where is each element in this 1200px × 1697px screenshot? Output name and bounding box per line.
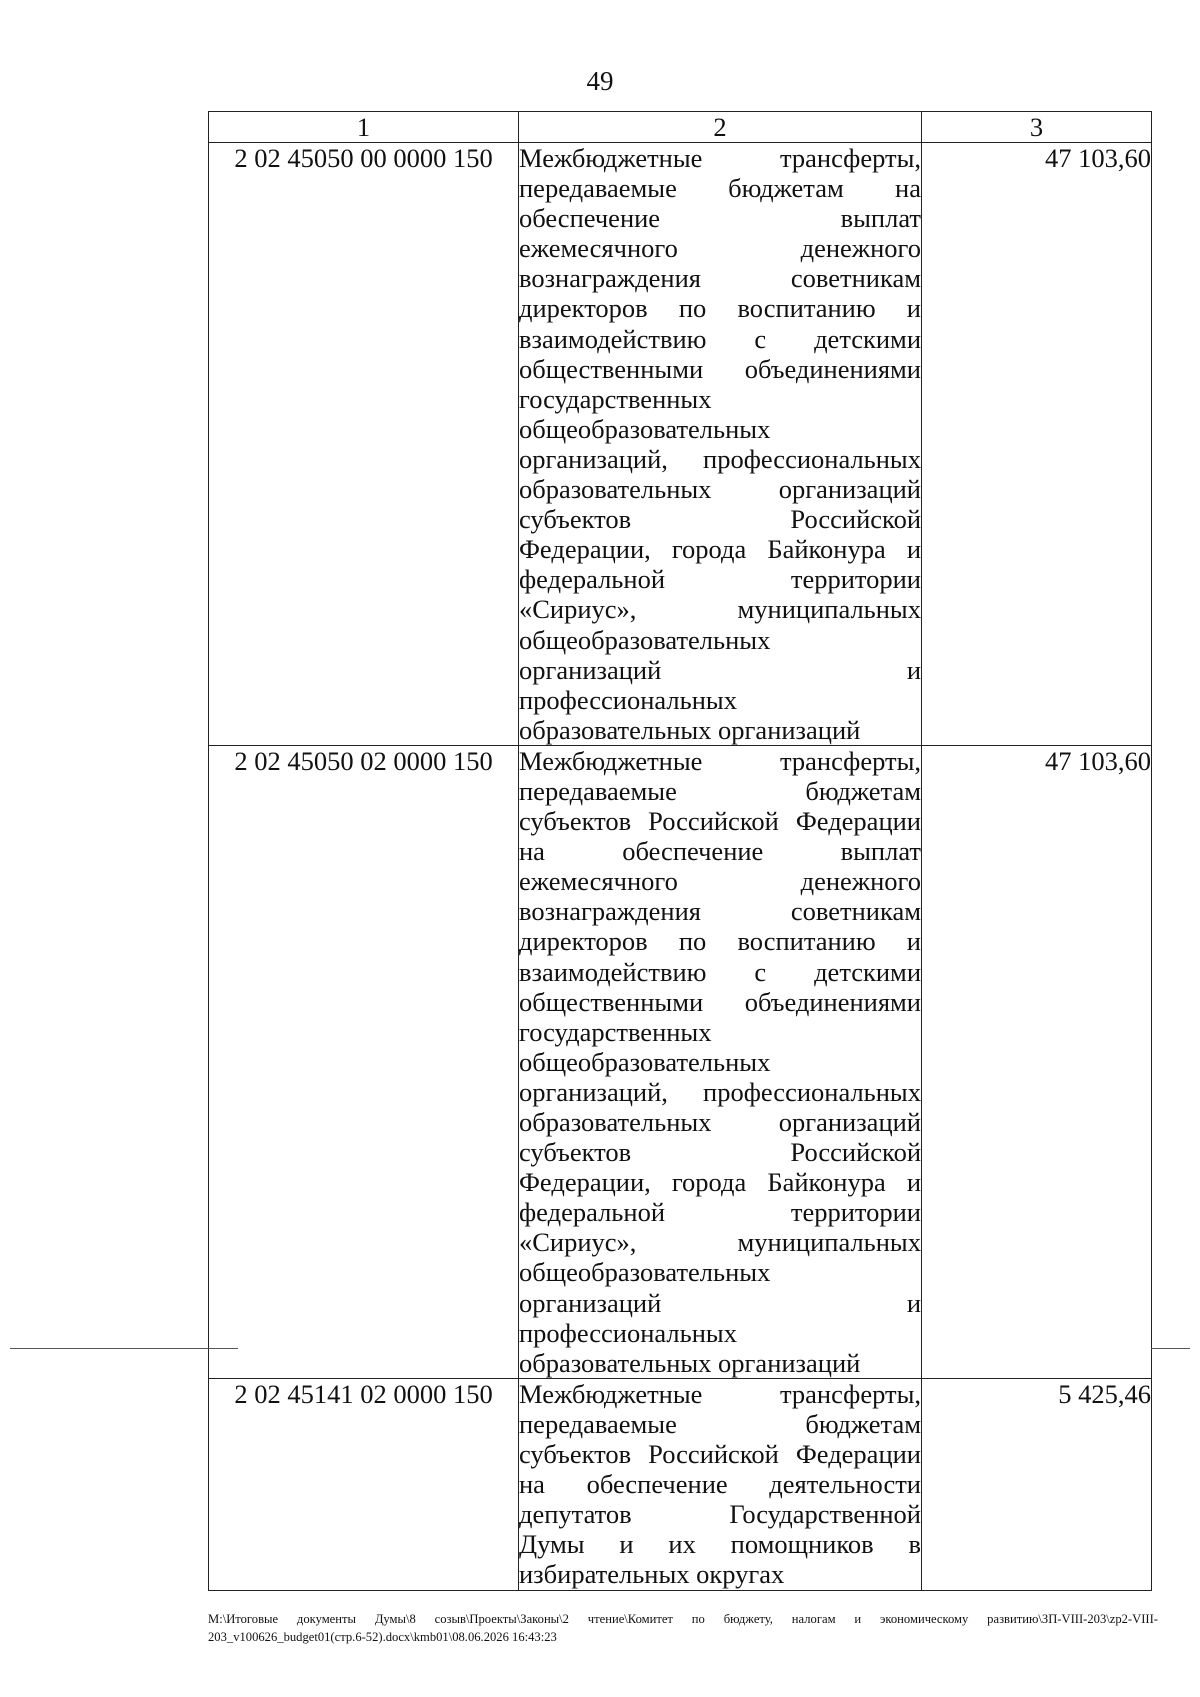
column-header-description: 2 (519, 112, 922, 143)
description-line: государственных (519, 1016, 712, 1047)
description-cell (519, 745, 922, 1378)
description-line: обеспечение выплат (519, 203, 921, 234)
description-line: депутатов Государственной (519, 1499, 921, 1530)
description-line: государственных (519, 383, 712, 414)
table-body (209, 143, 1152, 1591)
description-line: общественными объединениями (519, 353, 921, 384)
description-cell (519, 1378, 922, 1590)
description-line: профессиональных (519, 684, 737, 715)
description-line: Думы и их помощников в (519, 1529, 921, 1560)
description-line: ежемесячного денежного (519, 866, 921, 897)
column-header-amount: 3 (922, 112, 1152, 143)
description-line: субъектов Российской Федерации (519, 1439, 921, 1470)
table-header-row (209, 112, 1152, 143)
amount-cell: 47 103,60 (922, 745, 1152, 1378)
description-line: субъектов Российской (519, 504, 921, 535)
description-line: взаимодействию с детскими (519, 956, 921, 987)
table-row (209, 745, 1152, 1378)
description-line: субъектов Российской (519, 1137, 921, 1168)
description-line: на обеспечение выплат (519, 836, 921, 867)
amount-cell: 5 425,46 (922, 1378, 1152, 1590)
description-line: вознаграждения советникам (519, 896, 921, 927)
description-line: образовательных организаций (519, 714, 861, 745)
description-line: ежемесячного денежного (519, 233, 921, 264)
description-line: организаций, профессиональных (519, 1076, 921, 1107)
description-line: Межбюджетные трансферты, (519, 745, 921, 776)
description-line: Межбюджетные трансферты, (519, 1378, 921, 1409)
description-line: Федерации, города Байконура и (519, 534, 921, 565)
description-line: директоров по воспитанию и (519, 926, 921, 957)
description-line: профессиональных (519, 1317, 737, 1348)
description-line: общеобразовательных (519, 413, 771, 444)
description-line: взаимодействию с детскими (519, 323, 921, 354)
description-line: организаций и (519, 654, 921, 685)
budget-table (208, 111, 1152, 1591)
description-line: Федерации, города Байконура и (519, 1167, 921, 1198)
description-line: организаций, профессиональных (519, 443, 921, 474)
description-line: организаций и (519, 1287, 921, 1318)
description-line: избирательных округах (519, 1559, 785, 1590)
description-line: передаваемые бюджетам на (519, 173, 921, 204)
description-line: директоров по воспитанию и (519, 293, 921, 324)
description-line: субъектов Российской Федерации (519, 806, 921, 837)
description-line: передаваемые бюджетам (519, 775, 921, 806)
description-line: «Сириус», муниципальных (519, 1227, 921, 1258)
table-row (209, 143, 1152, 746)
description-line: общеобразовательных (519, 1257, 771, 1288)
description-line: федеральной территории (519, 564, 921, 595)
budget-code-cell: 2 02 45050 00 0000 150 (209, 143, 519, 746)
budget-code-cell: 2 02 45141 02 0000 150 (209, 1378, 519, 1590)
description-line: образовательных организаций (519, 474, 921, 505)
description-line: образовательных организаций (519, 1347, 861, 1378)
description-line: «Сириус», муниципальных (519, 594, 921, 625)
description-line: образовательных организаций (519, 1107, 921, 1137)
description-line: общеобразовательных (519, 624, 771, 655)
description-line: федеральной территории (519, 1197, 921, 1228)
scan-artifact-line-left (10, 1348, 238, 1349)
table-row (209, 1378, 1152, 1590)
description-line: Межбюджетные трансферты, (519, 143, 921, 173)
description-line: на обеспечение деятельности (519, 1469, 921, 1500)
description-cell (519, 143, 922, 746)
column-header-code: 1 (209, 112, 519, 143)
description-line: передаваемые бюджетам (519, 1408, 921, 1439)
amount-cell: 47 103,60 (922, 143, 1152, 746)
description-line: общественными объединениями (519, 986, 921, 1017)
description-line: вознаграждения советникам (519, 263, 921, 294)
document-file-path: М:\Итоговые документы Думы\8 созыв\Проекты\Законы\2 чтение\Комитет по бюджету, налогам и экономическому развитию\ЗП-VIII-203\zp2-VIII-203_v100626_budget01(стр.6-52).docx\kmb01\08.06.2026 16:43:23 (208, 1612, 1158, 1644)
page-number: 49 (586, 66, 614, 96)
budget-code-cell: 2 02 45050 02 0000 150 (209, 745, 519, 1378)
scan-artifact-line-right (1151, 1348, 1190, 1349)
description-line: общеобразовательных (519, 1046, 771, 1077)
